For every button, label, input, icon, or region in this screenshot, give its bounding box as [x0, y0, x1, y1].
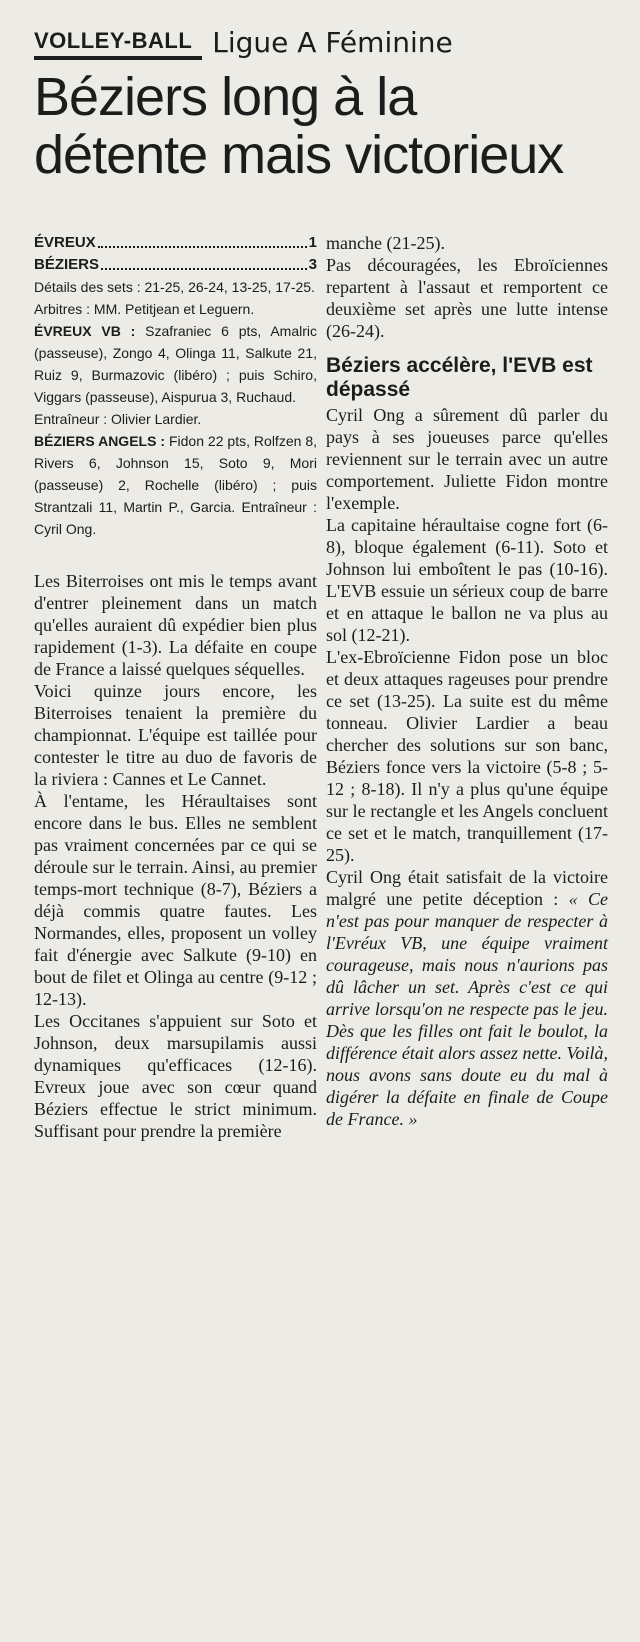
coach-quote: « Ce n'est pas pour manquer de respecter à l'Evréux VB, une équipe vraiment courageuse, mais nous n'aurions pas dû lâcher un set. Après c'est ce qui arrive lorsqu'on ne respecte pas le jeu. Dès que les filles ont fait le boulot, la différence était alors assez nette. Voilà, nous avons sans doute eu du mal à digérer la défaite en finale de Coupe de France. » [326, 889, 609, 1129]
evreux-coach: Entraîneur : Olivier Lardier. [34, 411, 202, 427]
article-paragraph-10 [326, 866, 608, 1130]
beziers-lineup [34, 430, 317, 540]
article-paragraph-1: Les Biterroises ont mis le temps avant d'entrer pleinement dans un match qu'elles auraient dû expédier bien plus rapidement (1-3). La défaite en coupe de France a laissé quelques séquelles. [34, 571, 317, 679]
dot-leader [98, 232, 307, 248]
away-score: 3 [308, 256, 317, 273]
league-label: Ligue A Féminine [212, 26, 453, 59]
headline-line-2: détente mais victorieux [34, 125, 564, 185]
article-paragraph-2: Voici quinze jours encore, les Biterroises tenaient la première du championnat. L'équipe est taillée pour contester le titre au duo de favoris de la riviera : Cannes et Le Cannet. [34, 681, 317, 789]
quote-intro: Cyril Ong était satisfait de la victoire malgré une petite déception : [326, 867, 608, 909]
evreux-players: Szafraniec 6 pts, Amalric (passeuse), Zongo 4, Olinga 11, Salkute 21, Ruiz 9, Burmazovic (libéro) ; puis Schiro, Viggars (passeuse), Aispurua 3, Ruchaud. [34, 323, 318, 405]
article-paragraph-7: Cyril Ong a sûrement dû parler du pays à ses joueuses parce qu'elles reviennent sur le terrain avec un autre comportement. Juliette Fidon montre l'exemple. [326, 405, 608, 513]
home-team: ÉVREUX [34, 234, 96, 251]
away-team: BÉZIERS [34, 256, 100, 273]
sport-label: VOLLEY-BALL [34, 26, 202, 60]
home-score: 1 [308, 234, 317, 251]
result-row-home [34, 232, 317, 254]
results-box [34, 232, 317, 540]
rubric [34, 20, 453, 60]
beziers-label: BÉZIERS ANGELS : [34, 433, 166, 449]
article-subhead: Béziers accélère, l'EVB est dépassé [326, 354, 593, 401]
article-paragraph-8: La capitaine héraultaise cogne fort (6-8), bloque également (6-11). Soto et Johnson lui emboîtent le pas (10-16). L'EVB essuie un sérieux coup de barre et en attaque le ballon ne va plus au sol (12-21). [326, 515, 608, 645]
article-paragraph-9: L'ex-Ebroïcienne Fidon pose un bloc et deux attaques rageuses pour prendre ce set (13-25). La suite est du même tonneau. Olivier Lardier a beau chercher des solutions sur son banc, Béziers fonce vers la victoire (5-8 ; 5-12 ; 8-18). Il n'y a plus qu'une équipe sur le rectangle et les Angels concluent ce set et le match, tranquillement (17-25). [326, 647, 608, 865]
left-column [34, 232, 317, 1142]
article-paragraph-5: manche (21-25). [326, 233, 445, 253]
article-paragraph-4: Les Occitanes s'appuient sur Soto et Johnson, deux marsupilamis aussi dynamiques qu'efficaces (12-16). Evreux joue avec son cœur quand Béziers effectue le strict minimum. Suffisant pour prendre la première [34, 1011, 317, 1141]
evreux-lineup [34, 320, 317, 408]
beziers-players: Fidon 22 pts, Rolfzen 8, Rivers 6, Johnson 15, Soto 9, Mori (passeuse) 2, Rochelle (libéro) ; puis Strantzali 11, Martin P., Garcia. Entraîneur : Cyril Ong. [34, 433, 317, 537]
right-column [326, 232, 608, 1130]
evreux-label: ÉVREUX VB : [34, 323, 136, 339]
result-row-away [34, 254, 317, 276]
dot-leader [101, 254, 307, 270]
headline-line-1: Béziers long à la [34, 67, 417, 127]
referees: Arbitres : MM. Petitjean et Leguern. [34, 301, 255, 317]
headline [34, 68, 634, 184]
set-details: Détails des sets : 21-25, 26-24, 13-25, 17-25. [34, 279, 315, 295]
article-paragraph-6: Pas découragées, les Ebroïciennes repartent à l'assaut et remportent ce deuxième set après une lutte intense (26-24). [326, 255, 608, 341]
article-paragraph-3: À l'entame, les Héraultaises sont encore dans le bus. Elles ne semblent pas vraiment concernées par ce qui se déroule sur le terrain. Ainsi, au premier temps-mort technique (8-7), Béziers a déjà commis quatre fautes. Les Normandes, elles, proposent un volley fait d'énergie avec Salkute (9-10) en bout de filet et Olinga au centre (9-12 ; 12-13). [34, 791, 317, 1009]
